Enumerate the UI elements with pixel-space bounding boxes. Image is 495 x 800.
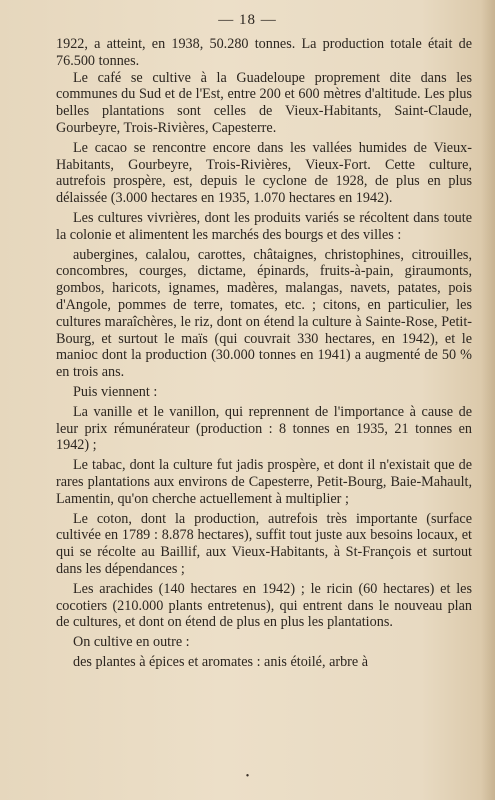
paragraph-peanuts: Les arachides (140 hectares en 1942) ; le ricin (60 hectares) et les cocotiers (210.000 plants entretenus), qui entrent dans le nouveau plan de cultures, et dont on étend de plus en plus les plantations.: [56, 580, 472, 631]
paragraph-food-crops: Les cultures vivrières, dont les produits variés se récoltent dans toute la colonie et alimentent les marchés des bourgs et des villes :: [56, 209, 472, 243]
paragraph-then-come: Puis viennent :: [73, 383, 158, 400]
paragraph-vanilla: La vanille et le vanillon, qui reprennent de l'importance à cause de leur prix rémunérateur (production : 8 tonnes en 1935, 21 tonnes en 1942) ;: [56, 403, 472, 454]
paragraph-cotton: Le coton, dont la production, autrefois très importante (surface cultivée en 1789 : 8.878 hectares), suffit tout juste aux besoins locaux, et qui se récolte au Baillif, aux Vieux-Habitants, à St-François et surtout dans les dépendances ;: [56, 510, 472, 577]
paragraph-also-cultivated: On cultive en outre :: [73, 634, 190, 651]
fleuron-dot: •: [245, 771, 250, 782]
paragraph-tobacco: Le tabac, dont la culture fut jadis prospère, et dont il n'existait que de rares plantations aux environs de Capesterre, Petit-Bourg, Baie-Mahault, Lamentin, qu'on cherche actuellement à multiplier ;: [56, 457, 472, 507]
paragraph-crop-list: aubergines, calalou, carottes, châtaignes, christophines, citrouilles, concombres, courges, dictame, épinards, fruits-à-pain, giraumonts, gombos, haricots, ignames, madères, malangas, navets, patates, pois d'Angole, pommes de terre, tomates, etc. ; citons, en particulier, les cultures maraîchères, le riz, dont on étend la culture à Sainte-Rose, Petit-Bourg, et surtout le maïs (qui couvrait 330 hectares, en 1942), et le manioc dont la production (30.000 tonnes en 1941) a augmenté de 50 % en trois ans.: [56, 246, 472, 381]
text-body: [56, 36, 472, 671]
paragraph-coffee: Le café se cultive à la Guadeloupe proprement dite dans les communes du Sud et de l'Est, entre 200 et 600 mètres d'altitude. Les plus belles plantations sont celles de Vieux-Habitants, Saint-Claude, Gourbeyre, Trois-Rivières, Capesterre.: [56, 69, 472, 136]
paragraph-cocoa: Le cacao se rencontre encore dans les vallées humides de Vieux-Habitants, Gourbeyre, Trois-Rivières, Vieux-Fort. Cette culture, autrefois prospère, est, depuis le cyclone de 1928, de plus en plus délaissée (3.000 hectares en 1935, 1.070 hectares en 1942).: [56, 139, 472, 207]
page-number: — 18 —: [218, 12, 277, 28]
paragraph-sugar-production: 1922, a atteint, en 1938, 50.280 tonnes. La production totale était de 76.500 tonnes.: [56, 36, 472, 69]
page-edge-shadow: [481, 0, 495, 800]
paragraph-spices: des plantes à épices et aromates : anis étoilé, arbre à: [73, 653, 369, 670]
